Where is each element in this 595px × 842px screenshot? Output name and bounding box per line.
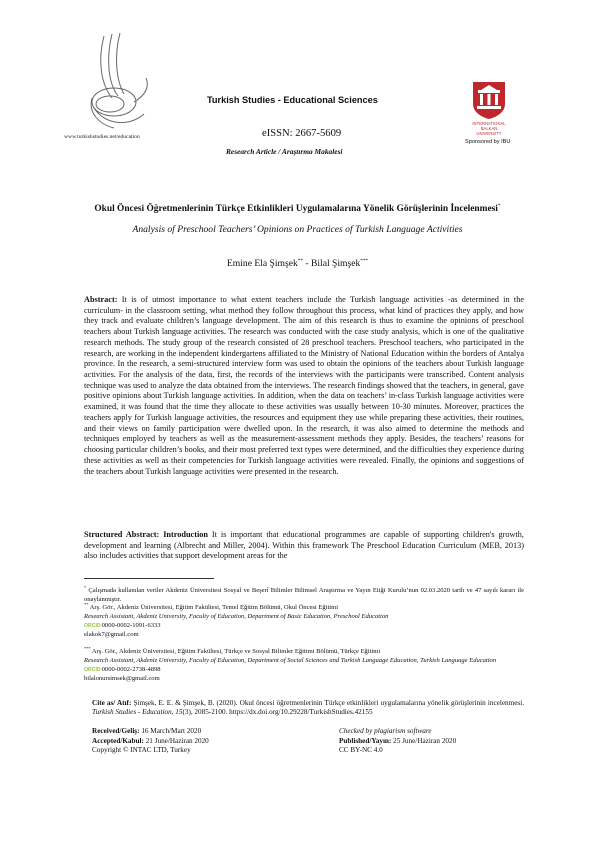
citation-journal: Turkish Studies - Education, 15 bbox=[92, 708, 183, 717]
footnote-2-orcid[interactable]: 0000-0002-1091-6333 bbox=[101, 621, 161, 629]
received-label: Received/Geliş: bbox=[92, 727, 140, 735]
footnote-3-english: Research Assistant, Akdeniz University, Faculty of Education, Department of Social Sciences and Turkish Language Education, Turkish Language Education bbox=[84, 657, 497, 665]
received-date bbox=[92, 727, 201, 736]
footnote-2 bbox=[84, 601, 524, 640]
author-2: Bilal Şimşek bbox=[310, 258, 361, 270]
published-date bbox=[339, 737, 456, 746]
footnote-2-marker: ** bbox=[84, 602, 89, 607]
citation-rest[interactable]: (3), 2085-2100. https://dx.doi.org/10.29228/TurkishStudies.42155 bbox=[182, 708, 373, 717]
copyright: Copyright © INTAC LTD, Turkey bbox=[92, 746, 191, 754]
footnote-2-english: Research Assistant, Akdeniz University, Faculty of Education, Department of Basic Education, Preschool Education bbox=[84, 613, 389, 621]
footnote-3-email[interactable]: bilalonursimsek@gmail.com bbox=[84, 674, 160, 682]
citation-label: Cite as/ Atıf: bbox=[92, 699, 132, 707]
structured-abstract-paragraph bbox=[84, 530, 524, 562]
plagiarism-check: Checked by plagiarism software bbox=[339, 727, 432, 735]
citation bbox=[92, 699, 524, 717]
sponsored-by: Sponsored by IBU bbox=[465, 139, 511, 145]
footnote-separator bbox=[84, 578, 214, 579]
abstract-paragraph bbox=[84, 295, 524, 477]
author-1: Emine Ela Şimşek bbox=[226, 258, 298, 270]
journal-title: Turkish Studies - Educational Sciences bbox=[207, 95, 378, 105]
footnote-2-text: Arş. Gör., Akdeniz Üniversitesi, Eğitim Fakültesi, Temel Eğitim Bölümü, Okul Öncesi Eğitimi bbox=[88, 604, 339, 612]
structured-abstract-label: Structured Abstract: Introduction bbox=[84, 530, 208, 539]
orcid-icon: ORCID bbox=[84, 622, 101, 629]
accepted-date bbox=[92, 737, 209, 746]
author-line bbox=[60, 258, 535, 269]
structured-abstract-text: It is important that educational programmes are capable of supporting children's growth, development and learning (Albrecht and Miller, 2004). Within this framework The Preschool Education Curriculum (MEB, 2013) also includes activities that support development areas for the bbox=[84, 530, 524, 561]
site-url[interactable]: www.turkishstudies.net/education bbox=[64, 134, 140, 140]
author-separator: - bbox=[302, 258, 311, 270]
footnote-1-marker: * bbox=[84, 585, 87, 590]
journal-logo-tughra bbox=[84, 28, 154, 136]
footnote-3-text: Arş. Gör., Akdeniz Üniversitesi, Eğitim Fakültesi, Türkçe ve Sosyal Bilimler Eğitimi Bölümü, Türkçe Eğitimi bbox=[90, 648, 381, 656]
article-type: Research Article / Araştırma Makalesi bbox=[226, 147, 343, 156]
abstract-text: It is of utmost importance to what extent teachers include the Turkish language activities -as determined in the curriculum- in the classroom setting, what method they follow throughout this process, what kind of practices they apply, and how they track and evaluate children’s language development. The aim of this research is thus to examine the opinions of preschool teachers about Turkish language activities. The research was conducted with the case study analysis, which is one of the qualitative research methods. The study group of the research consisted of 28 preschool teachers. Preschool teachers, who participated in the research, are working in the independent kindergartens affiliated to the Ministry of National Education within the borders of Antalya province. In the research, a semi-structured interview form was used to obtain the opinions of the teachers about Turkish language activities. For the analysis of the data, first, the records of the interviews with the participants were transcribed. Content analysis technique was used to analyze the data obtained from the interviews. The research findings showed that the teachers, in general, gave positive opinions about Turkish language activities. In addition, when the data on teachers’ in-class Turkish language activities were examined, it was found that the time they allocate to these activities was usually between 10-30 minutes. Moreover, practices the teachers apply for Turkish language activities, the resources and equipment they use while preparing these activities, their routines, and their views on family participation were dwelled upon. In the research, it was also aimed to determine the methods and techniques employed by teachers as well as the measurement-assessment methods they apply. Besides, the teachers’ reasons for choosing particular children’s books, and their most preferred text types were determined, and the difficulties they experience during these activities as well as their competencies for Turkish language activities were revealed. Finally, the opinions and suggestions of the teachers about Turkish language activities were presented in the research. bbox=[84, 295, 524, 476]
published-value: 25 June/Haziran 2020 bbox=[391, 737, 457, 745]
english-title: Analysis of Preschool Teachers’ Opinions on Practices of Turkish Language Activities bbox=[132, 224, 463, 235]
footnote-3 bbox=[84, 645, 524, 684]
footnote-2-email[interactable]: elakok7@gmail.com bbox=[84, 630, 139, 638]
license: CC BY-NC 4.0 bbox=[339, 746, 383, 754]
accepted-value: 21 June/Haziran 2020 bbox=[143, 737, 209, 745]
ibu-logo-line-1: INTERNATIONAL bbox=[472, 121, 506, 126]
ibu-logo-text bbox=[462, 121, 516, 136]
ibu-logo-icon bbox=[469, 80, 509, 120]
footnote-1-text: Çalışmada kullanılan veriler Akdeniz Üniversitesi Sosyal ve Beşerî Bilimler Bilimsel Araştırma ve Yayın Etiği Kurulu’nun 02.03.2020 tarih ve 47 sayılı kararı ile onaylanmıştır. bbox=[84, 587, 524, 604]
title-footnote-marker: * bbox=[497, 203, 501, 209]
author-1-marker: ** bbox=[297, 258, 303, 264]
orcid-icon: ORCID bbox=[84, 666, 101, 673]
accepted-label: Accepted/Kabul: bbox=[92, 737, 144, 745]
ibu-logo-line-3: UNIVERSITY bbox=[476, 131, 502, 136]
footnote-3-orcid[interactable]: 0000-0002-2738-4898 bbox=[101, 665, 161, 673]
footnote-3-marker: *** bbox=[84, 646, 91, 651]
citation-text: Şimşek, E. E. & Şimşek, B. (2020). Okul öncesi öğretmenlerinin Türkçe etkinlikleri uygulamalarına yönelik görüşlerinin incelenmesi. bbox=[131, 699, 524, 707]
turkish-title-text: Okul Öncesi Öğretmenlerinin Türkçe Etkinlikleri Uygulamalarına Yönelik Görüşlerinin İncelenmesi bbox=[94, 204, 498, 215]
received-value: 16 March/Mart 2020 bbox=[139, 727, 202, 735]
published-label: Published/Yayın: bbox=[339, 737, 392, 745]
eissn: eISSN: 2667-5609 bbox=[262, 128, 342, 139]
abstract-label: Abstract: bbox=[84, 295, 118, 304]
author-2-marker: *** bbox=[360, 258, 369, 264]
turkish-title bbox=[60, 200, 535, 216]
ibu-logo-line-2: BALKAN bbox=[480, 126, 498, 131]
